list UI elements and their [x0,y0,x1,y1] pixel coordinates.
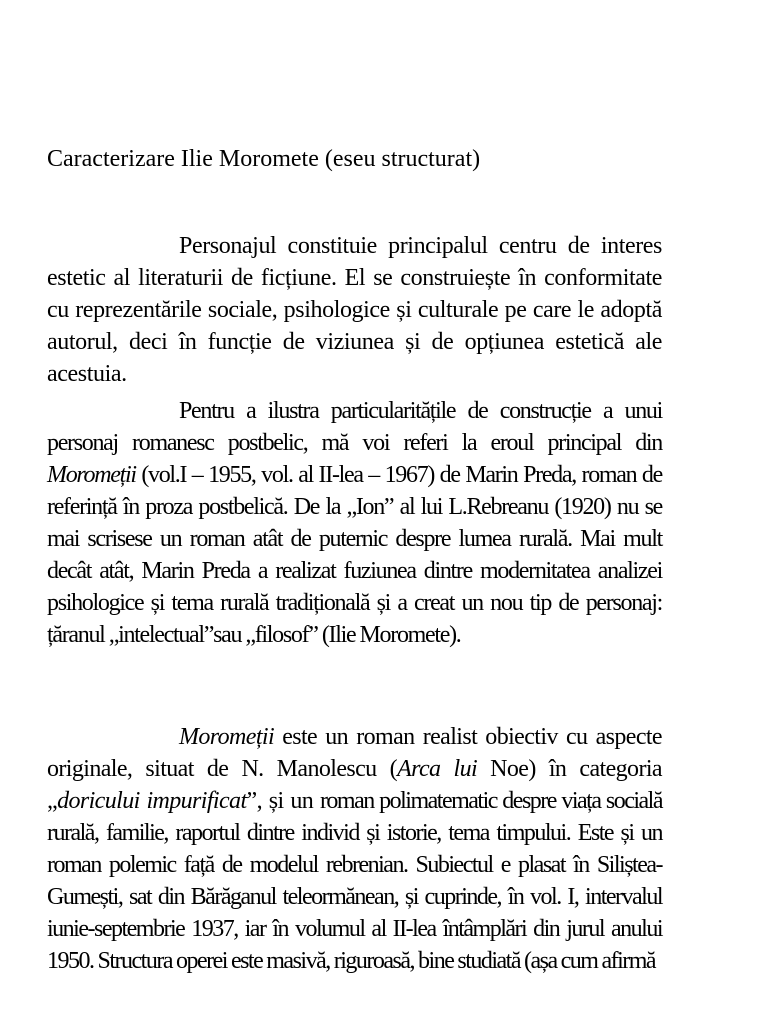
novel-title-italic-2: Moromeții [179,724,275,750]
paragraph-3-text-d: roman polimatematic despre viața socială rurală, familie, raportul dintre individ și istorie, tema timpului. Este și un roman polemic față de modelul rebrenian. Subiectul e plasat în Siliștea-Gumești, sat din Bărăganul teleormănean, și cuprinde, în vol. I, intervalul iunie-septembrie 1937, iar în volumul al II-lea întâmplări din jurul anului 1950. Structura operei este masivă, riguroasă, bine studiată (așa cum afirmă [47,788,662,974]
arca-lui-italic: Arca lui [397,756,478,782]
paragraph-3-text-c: ”, și un [246,788,320,814]
paragraph-3-text-a: este un roman realist obiectiv cu aspecte originale, situat de N. Manolescu ( [47,724,662,782]
document-title: Caracterizare Ilie Moromete (eseu structurat) [47,146,481,172]
paragraph-3 [47,721,662,977]
paragraph-2 [47,395,662,651]
doric-italic: doricului impurificat [57,788,247,814]
novel-title-italic: Moromeții [47,462,136,488]
paragraph-1: Personajul constituie principalul centru de interes estetic al literaturii de ficțiune. El se construiește în conformitate cu reprezentările sociale, psihologice și culturale pe care le adoptă autorul, deci în funcție de viziunea și de opțiunea estetică ale acestuia. [47,233,662,387]
paragraph-2-text-b: (vol.I – 1955, vol. al II-lea – 1967) de Marin Preda, roman de referință în proza postbelică. De la „Ion” al lui L.Rebreanu (1920) nu se mai scrisese un roman atât de puternic despre lumea rurală. Mai mult decât atât, Marin Preda a realizat fuziunea dintre modernitatea analizei psihologice și tema rurală tradițională și a creat un nou tip de personaj: țăranul „intelectual”sau „filosof” (Ilie Moromete). [47,462,662,648]
paragraph-2-text-a: Pentru a ilustra particularitățile de construcție a unui personaj romanesc postbelic, mă voi referi la eroul principal din [47,398,662,456]
paragraph-3-text-b: Noe) în categoria „ [47,756,662,814]
